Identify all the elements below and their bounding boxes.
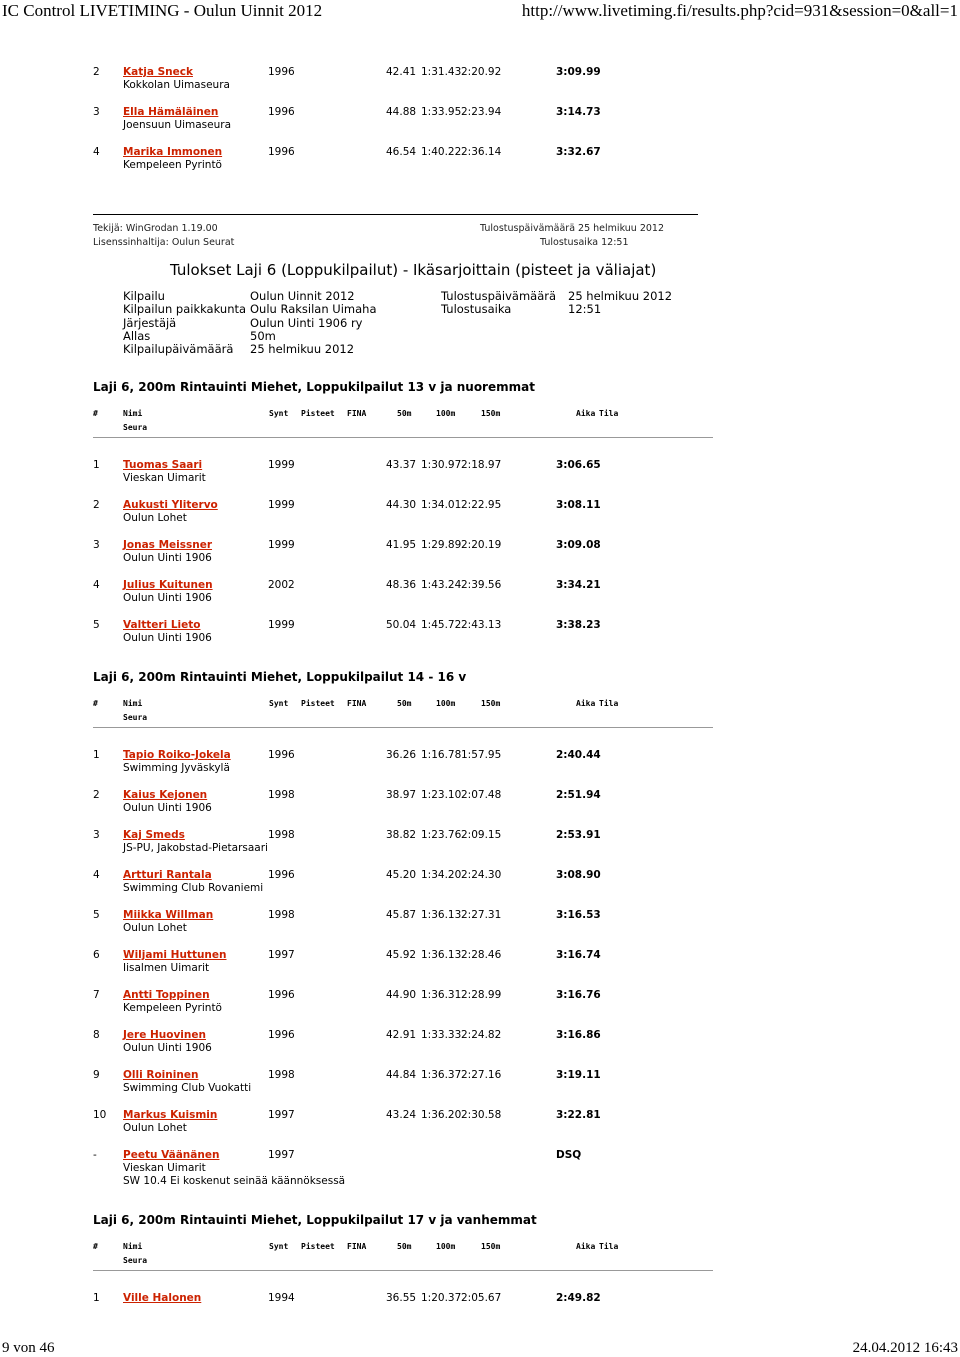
info-label: Tulostuspäivämäärä [441, 289, 557, 303]
cell-time: 3:16.74 [556, 949, 601, 961]
cell-year: 1998 [268, 1069, 295, 1081]
column-header-time: Aika [576, 1242, 596, 1251]
club-name: Oulun Uinti 1906 [123, 592, 212, 604]
cell-year: 1998 [268, 789, 295, 801]
club-name: Oulun Uinti 1906 [123, 552, 212, 564]
column-header-club: Seura [123, 423, 148, 432]
cell-year: 1996 [268, 869, 295, 881]
cell-s50: 45.20 [386, 869, 417, 881]
cell-no: 10 [93, 1109, 107, 1121]
column-header-status: Tila [599, 699, 619, 708]
club-name: Oulun Lohet [123, 922, 187, 934]
cell-s150: 2:24.82 [461, 1029, 502, 1041]
column-header-fina: FINA [347, 409, 367, 418]
cell-s100: 1:36.13 [421, 909, 462, 921]
cell-s100: 1:34.20 [421, 869, 462, 881]
column-header-s100: 100m [436, 1242, 456, 1251]
column-header-s100: 100m [436, 409, 456, 418]
info-value: Oulun Uinnit 2012 [250, 289, 355, 303]
cell-year: 1999 [268, 499, 295, 511]
cell-time: 3:16.86 [556, 1029, 601, 1041]
cell-no: 3 [93, 829, 100, 841]
cell-year: 1996 [268, 1029, 295, 1041]
page-number: 9 von 46 [2, 1340, 55, 1356]
cell-s150: 2:27.16 [461, 1069, 502, 1081]
column-header-s50: 50m [397, 1242, 412, 1251]
cell-s100: 1:45.72 [421, 619, 462, 631]
cell-s50: 41.95 [386, 539, 417, 551]
cell-time: 2:49.82 [556, 1292, 601, 1304]
cell-s50: 36.55 [386, 1292, 417, 1304]
info-value: 25 helmikuu 2012 [250, 342, 355, 356]
swimmer-link[interactable]: Marika Immonen [123, 146, 223, 158]
maker-info: Tekijä: WinGrodan 1.19.00 [93, 223, 218, 234]
page-footer [0, 1340, 960, 1357]
club-name: Oulun Lohet [123, 1122, 187, 1134]
column-header-s100: 100m [436, 699, 456, 708]
cell-no: 7 [93, 989, 100, 1001]
cell-s50: 44.90 [386, 989, 417, 1001]
cell-time: 3:34.21 [556, 579, 601, 591]
print-timestamp: 24.04.2012 16:43 [852, 1340, 958, 1356]
swimmer-link[interactable]: Artturi Rantala [123, 869, 212, 881]
column-header-no: # [93, 409, 98, 418]
cell-s150: 2:28.46 [461, 949, 502, 961]
swimmer-link[interactable]: Jonas Meissner [123, 539, 213, 551]
cell-s100: 1:20.37 [421, 1292, 462, 1304]
club-name: Kempeleen Pyrintö [123, 1002, 222, 1014]
club-name: Swimming Club Rovaniemi [123, 882, 264, 894]
cell-year: 1994 [268, 1292, 295, 1304]
swimmer-link[interactable]: Miikka Willman [123, 909, 214, 921]
column-header-points: Pisteet [301, 1242, 335, 1251]
club-name: Vieskan Uimarit [123, 472, 206, 484]
cell-time: 3:08.11 [556, 499, 601, 511]
cell-time: 2:53.91 [556, 829, 601, 841]
header-title: IC Control LIVETIMING - Oulun Uinnit 2012 [2, 1, 323, 20]
cell-s150: 2:24.30 [461, 869, 502, 881]
column-header-s50: 50m [397, 699, 412, 708]
cell-year: 1996 [268, 749, 295, 761]
cell-no: 1 [93, 749, 100, 761]
cell-s150: 2:39.56 [461, 579, 502, 591]
info-value: 12:51 [568, 302, 602, 316]
cell-s50: 36.26 [386, 749, 417, 761]
cell-no: 6 [93, 949, 100, 961]
page-title: Tulokset Laji 6 (Loppukilpailut) - Ikäsarjoittain (pisteet ja väliajat) [170, 261, 657, 279]
page-header [0, 0, 960, 24]
cell-s100: 1:30.97 [421, 459, 462, 471]
swimmer-link[interactable]: Tapio Roiko-Jokela [123, 749, 231, 761]
cell-s150: 2:09.15 [461, 829, 502, 841]
cell-no: 4 [93, 579, 100, 591]
cell-no: 4 [93, 869, 100, 881]
cell-s150: 2:20.19 [461, 539, 502, 551]
cell-no: - [93, 1149, 97, 1161]
club-name: Oulun Uinti 1906 [123, 632, 212, 644]
cell-time: 3:16.53 [556, 909, 601, 921]
cell-no: 5 [93, 619, 100, 631]
header-divider [93, 1270, 713, 1271]
cell-time: 3:19.11 [556, 1069, 601, 1081]
swimmer-link[interactable]: Jere Huovinen [123, 1029, 206, 1041]
swimmer-link[interactable]: Valtteri Lieto [123, 619, 201, 631]
cell-s100: 1:16.78 [421, 749, 462, 761]
column-header-club: Seura [123, 713, 148, 722]
divider [93, 214, 698, 215]
info-value: Oulun Uinti 1906 ry [250, 316, 363, 330]
cell-s50: 45.92 [386, 949, 417, 961]
column-header-status: Tila [599, 409, 619, 418]
cell-s150: 1:57.95 [461, 749, 502, 761]
cell-s100: 1:43.24 [421, 579, 462, 591]
header-url: http://www.livetiming.fi/results.php?cid=931&session=0&all=1 [521, 1, 958, 20]
club-name: Kokkolan Uimaseura [123, 79, 230, 91]
column-header-points: Pisteet [301, 699, 335, 708]
cell-time: 3:09.08 [556, 539, 601, 551]
cell-no: 2 [93, 499, 100, 511]
cell-s100: 1:33.33 [421, 1029, 462, 1041]
cell-no: 1 [93, 1292, 100, 1304]
club-name: Oulun Lohet [123, 512, 187, 524]
cell-year: 1997 [268, 1149, 295, 1161]
club-name: Oulun Uinti 1906 [123, 802, 212, 814]
cell-s150: 2:18.97 [461, 459, 502, 471]
cell-time: 3:08.90 [556, 869, 601, 881]
cell-time: 2:40.44 [556, 749, 601, 761]
column-header-club: Seura [123, 1256, 148, 1265]
cell-year: 1999 [268, 539, 295, 551]
cell-s100: 1:34.01 [421, 499, 462, 511]
cell-s50: 44.30 [386, 499, 417, 511]
cell-no: 8 [93, 1029, 100, 1041]
club-name: Kempeleen Pyrintö [123, 159, 222, 171]
column-header-name: Nimi [123, 699, 143, 708]
cell-s100: 1:23.10 [421, 789, 462, 801]
swimmer-link[interactable]: Kaius Kejonen [123, 789, 208, 801]
swimmer-link[interactable]: Ville Halonen [123, 1292, 202, 1304]
column-header-s150: 150m [481, 1242, 501, 1251]
column-header-s50: 50m [397, 409, 412, 418]
cell-s50: 38.97 [386, 789, 417, 801]
result-note: SW 10.4 Ei koskenut seinää käännöksessä [123, 1175, 346, 1187]
cell-s50: 44.84 [386, 1069, 417, 1081]
cell-year: 1998 [268, 909, 295, 921]
cell-time: 2:51.94 [556, 789, 601, 801]
cell-s100: 1:29.89 [421, 539, 462, 551]
cell-s150: 2:28.99 [461, 989, 502, 1001]
swimmer-link[interactable]: Olli Roininen [123, 1069, 199, 1081]
cell-year: 1997 [268, 949, 295, 961]
cell-no: 3 [93, 539, 100, 551]
event-title: Laji 6, 200m Rintauinti Miehet, Loppukilpailut 14 - 16 v [93, 670, 467, 684]
cell-year: 1997 [268, 1109, 295, 1121]
column-header-s150: 150m [481, 409, 501, 418]
cell-time: 3:06.65 [556, 459, 601, 471]
info-label: Kilpailupäivämäärä [123, 342, 234, 356]
swimmer-link[interactable]: Antti Toppinen [123, 989, 210, 1001]
cell-s100: 1:36.37 [421, 1069, 462, 1081]
cell-no: 9 [93, 1069, 100, 1081]
swimmer-link[interactable]: Kaj Smeds [123, 829, 185, 841]
swimmer-link[interactable]: Julius Kuitunen [123, 579, 213, 591]
info-label: Tulostusaika [441, 302, 512, 316]
club-name: Joensuun Uimaseura [123, 119, 232, 131]
cell-year: 1998 [268, 829, 295, 841]
cell-s150: 2:43.13 [461, 619, 502, 631]
club-name: Oulun Uinti 1906 [123, 1042, 212, 1054]
licensee-info: Lisenssinhaltija: Oulun Seurat [93, 237, 235, 248]
cell-year: 1999 [268, 459, 295, 471]
cell-time: DSQ [556, 1149, 582, 1161]
cell-s100: 1:36.20 [421, 1109, 462, 1121]
swimmer-link[interactable]: Tuomas Saari [123, 459, 203, 471]
cell-s150: 2:27.31 [461, 909, 502, 921]
column-header-no: # [93, 1242, 98, 1251]
info-value: Oulu Raksilan Uimaha [250, 302, 377, 316]
club-name: Vieskan Uimarit [123, 1162, 206, 1174]
cell-no: 2 [93, 789, 100, 801]
cell-year: 1999 [268, 619, 295, 631]
column-header-no: # [93, 699, 98, 708]
info-label: Allas [123, 329, 151, 343]
column-header-s150: 150m [481, 699, 501, 708]
column-header-name: Nimi [123, 409, 143, 418]
cell-year: 2002 [268, 579, 295, 591]
column-header-name: Nimi [123, 1242, 143, 1251]
header-divider [93, 437, 713, 438]
cell-s50: 43.24 [386, 1109, 417, 1121]
cell-s50: 43.37 [386, 459, 417, 471]
column-header-time: Aika [576, 699, 596, 708]
swimmer-link[interactable]: Peetu Väänänen [123, 1149, 220, 1161]
cell-s100: 1:36.31 [421, 989, 462, 1001]
print-date: Tulostuspäivämäärä 25 helmikuu 2012 [480, 223, 665, 234]
column-header-time: Aika [576, 409, 596, 418]
cell-year: 1996 [268, 989, 295, 1001]
cell-no: 5 [93, 909, 100, 921]
info-value: 50m [250, 329, 276, 343]
cell-time: 3:16.76 [556, 989, 601, 1001]
cell-s50: 50.04 [386, 619, 417, 631]
cell-time: 3:38.23 [556, 619, 601, 631]
club-name: JS-PU, Jakobstad-Pietarsaari [123, 842, 268, 854]
swimmer-link[interactable]: Ella Hämäläinen [123, 106, 219, 118]
cell-s50: 38.82 [386, 829, 417, 841]
cell-s50: 45.87 [386, 909, 417, 921]
info-label: Kilpailu [123, 289, 165, 303]
column-header-status: Tila [599, 1242, 619, 1251]
info-value: 25 helmikuu 2012 [568, 289, 673, 303]
swimmer-link[interactable]: Katja Sneck [123, 66, 193, 78]
cell-s100: 1:23.76 [421, 829, 462, 841]
column-header-year: Synt [269, 1242, 289, 1251]
cell-s150: 2:30.58 [461, 1109, 502, 1121]
column-header-fina: FINA [347, 699, 367, 708]
info-label: Kilpailun paikkakunta [123, 302, 247, 316]
cell-s50: 48.36 [386, 579, 417, 591]
cell-s150: 2:07.48 [461, 789, 502, 801]
cell-s150: 2:22.95 [461, 499, 502, 511]
column-header-year: Synt [269, 699, 289, 708]
swimmer-link[interactable]: Aukusti Ylitervo [123, 499, 218, 511]
cell-s100: 1:36.13 [421, 949, 462, 961]
event-title: Laji 6, 200m Rintauinti Miehet, Loppukilpailut 17 v ja vanhemmat [93, 1213, 537, 1227]
column-header-points: Pisteet [301, 409, 335, 418]
cell-no: 1 [93, 459, 100, 471]
header-divider [93, 727, 713, 728]
swimmer-link[interactable]: Markus Kuismin [123, 1109, 218, 1121]
club-name: Swimming Jyväskylä [123, 762, 230, 774]
club-name: Swimming Club Vuokatti [123, 1082, 252, 1094]
club-name: Iisalmen Uimarit [123, 962, 210, 974]
cell-s50: 42.91 [386, 1029, 417, 1041]
cell-time: 3:22.81 [556, 1109, 601, 1121]
column-header-fina: FINA [347, 1242, 367, 1251]
info-label: Järjestäjä [123, 316, 177, 330]
print-time: Tulostusaika 12:51 [540, 237, 629, 248]
column-header-year: Synt [269, 409, 289, 418]
event-title: Laji 6, 200m Rintauinti Miehet, Loppukilpailut 13 v ja nuoremmat [93, 380, 535, 394]
cell-s150: 2:05.67 [461, 1292, 502, 1304]
swimmer-link[interactable]: Wiljami Huttunen [123, 949, 227, 961]
